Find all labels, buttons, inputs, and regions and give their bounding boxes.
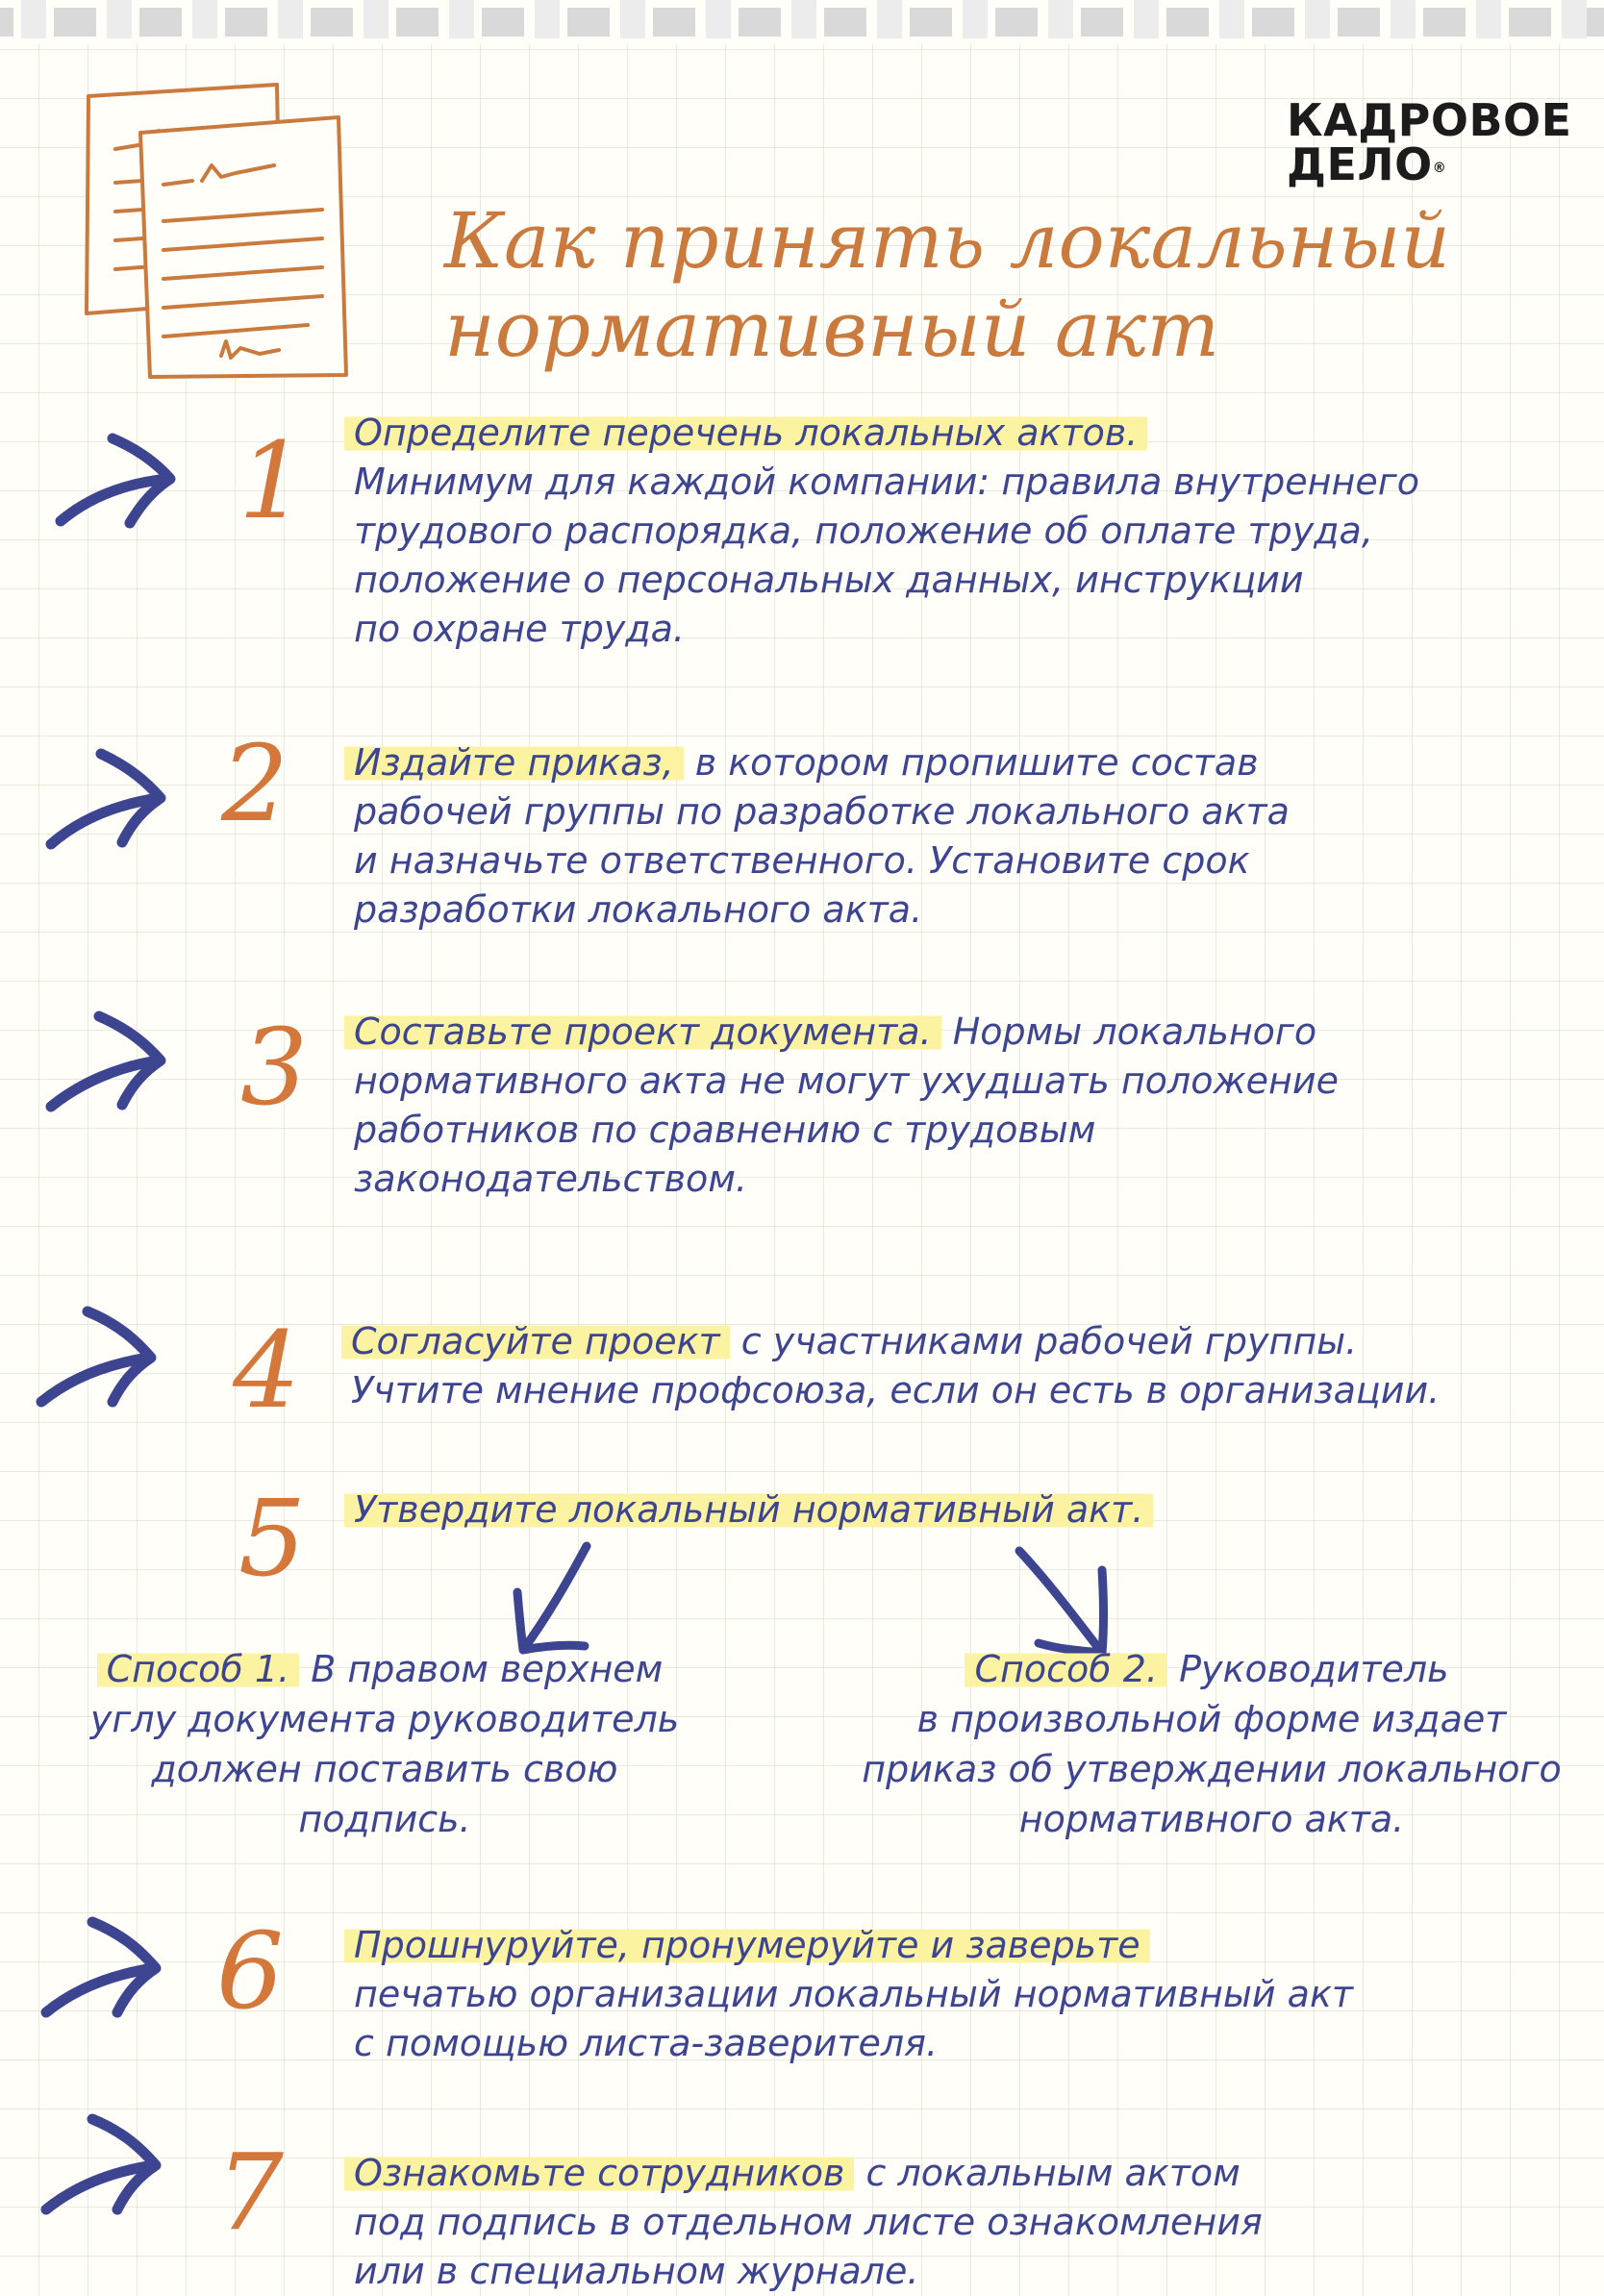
step-2-line: разработки локального акта. <box>354 888 923 931</box>
step-1-line: по охране труда. <box>354 608 686 650</box>
way-2-line: в произвольной форме издает <box>916 1698 1507 1740</box>
step-text-5 <box>354 1485 1153 1535</box>
brand-line-1: КАДРОВОЕ <box>1287 94 1572 146</box>
hand-drawn-arrow-icon <box>43 1005 173 1120</box>
step-6-line: с помощью листа-заверителя. <box>354 2022 939 2064</box>
step-7-line: или в специальном журнале. <box>354 2250 919 2292</box>
step-number-1: 1 <box>238 419 306 542</box>
step-3-line: нормативного акта не могут ухудшать положение <box>354 1060 1339 1102</box>
step-7-line: под подпись в отдельном листе ознакомления <box>354 2201 1263 2243</box>
way-2-line: нормативного акта. <box>1018 1798 1405 1840</box>
spiral-binding <box>0 0 1604 44</box>
step-1-line: трудового распорядка, положение об оплате труда, <box>354 510 1373 552</box>
brand-logo <box>1287 94 1572 190</box>
title-line-1: Как принять локальный <box>444 196 1451 286</box>
way-1-text <box>38 1644 731 1844</box>
way-2-highlight: Способ 2. <box>965 1648 1167 1690</box>
step-2-line: рабочей группы по разработке локального акта <box>354 790 1290 833</box>
step-1-highlight: Определите перечень локальных актов. <box>344 412 1147 454</box>
way-1-line: подпись. <box>298 1798 471 1840</box>
step-text-3 <box>354 1008 1339 1204</box>
step-4-highlight: Согласуйте проект <box>341 1320 730 1362</box>
step-text-6 <box>354 1921 1353 2068</box>
step-1-line: положение о персональных данных, инструкции <box>354 559 1304 601</box>
step-text-1 <box>354 409 1419 654</box>
step-7-first-rest: с локальным актом <box>854 2152 1241 2194</box>
way-2-line: приказ об утверждении локального <box>862 1748 1562 1790</box>
way-1-line: должен поставить свою <box>151 1748 618 1790</box>
hand-drawn-arrow-icon <box>38 2106 168 2221</box>
way-1-highlight: Способ 1. <box>97 1648 300 1690</box>
step-text-7 <box>354 2149 1263 2296</box>
brand-reg-mark: ® <box>1432 161 1447 176</box>
step-text-4 <box>351 1317 1440 1415</box>
step-2-line: и назначьте ответственного. Установите срок <box>354 839 1250 882</box>
hand-drawn-arrow-icon <box>53 423 183 538</box>
step-7-highlight: Ознакомьте сотрудников <box>344 2152 854 2194</box>
way-2-text <box>827 1644 1596 1844</box>
step-number-4: 4 <box>233 1309 300 1432</box>
binding-holes-icon <box>0 0 1604 44</box>
document-stack-icon <box>67 77 356 388</box>
step-3-highlight: Составьте проект документа. <box>344 1011 941 1053</box>
page-title <box>444 197 1550 374</box>
step-number-6: 6 <box>216 1909 284 2033</box>
step-4-first-rest: с участниками рабочей группы. <box>729 1320 1358 1362</box>
step-6-highlight: Прошнуруйте, пронумеруйте и заверьте <box>344 1924 1150 1966</box>
brand-line-2: ДЕЛО <box>1287 138 1433 190</box>
step-5-highlight: Утвердите локальный нормативный акт. <box>344 1488 1153 1531</box>
step-4-line: Учтите мнение профсоюза, если он есть в организации. <box>351 1369 1441 1411</box>
way-1-first-rest: В правом верхнем <box>299 1648 664 1690</box>
step-2-highlight: Издайте приказ, <box>344 741 684 784</box>
step-text-2 <box>354 738 1290 935</box>
step-number-3: 3 <box>240 1006 308 1129</box>
hand-drawn-arrow-icon <box>38 1909 168 2024</box>
step-number-7: 7 <box>216 2131 284 2254</box>
step-6-line: печатью организации локальный нормативный акт <box>354 1973 1354 2015</box>
hand-drawn-arrow-icon <box>34 1298 163 1413</box>
step-3-line: законодательством. <box>354 1158 747 1200</box>
step-number-2: 2 <box>221 722 288 845</box>
step-2-first-rest: в котором пропишите состав <box>683 741 1259 784</box>
step-1-line: Минимум для каждой компании: правила внутреннего <box>354 461 1419 503</box>
title-line-2: нормативный акт <box>444 285 1220 374</box>
step-3-line: работников по сравнению с трудовым <box>354 1109 1096 1151</box>
way-1-line: углу документа руководитель <box>89 1698 680 1740</box>
step-number-5: 5 <box>238 1477 306 1600</box>
step-3-first-rest: Нормы локального <box>940 1011 1317 1053</box>
way-2-first-rest: Руководитель <box>1167 1648 1449 1690</box>
hand-drawn-arrow-icon <box>43 740 173 856</box>
